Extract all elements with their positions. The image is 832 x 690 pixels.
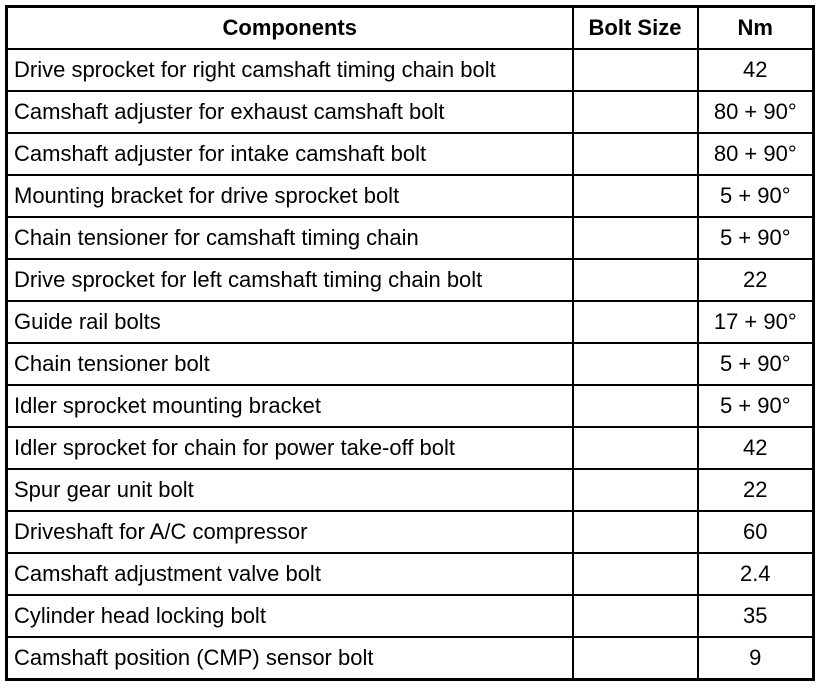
- table-row: [7, 259, 814, 301]
- bolt-size-cell: [573, 301, 698, 343]
- table-row: [7, 511, 814, 553]
- torque-nm-cell: 5 + 90°: [698, 385, 814, 427]
- table-row: [7, 175, 814, 217]
- table-row: [7, 133, 814, 175]
- bolt-size-cell: [573, 49, 698, 91]
- component-cell: Spur gear unit bolt: [7, 469, 573, 511]
- table-row: [7, 49, 814, 91]
- bolt-size-cell: [573, 637, 698, 680]
- header-nm: Nm: [698, 7, 814, 50]
- table-row: [7, 637, 814, 680]
- component-cell: Camshaft position (CMP) sensor bolt: [7, 637, 573, 680]
- torque-nm-cell: 42: [698, 427, 814, 469]
- component-cell: Camshaft adjustment valve bolt: [7, 553, 573, 595]
- torque-nm-cell: 2.4: [698, 553, 814, 595]
- torque-nm-cell: 80 + 90°: [698, 91, 814, 133]
- component-cell: Drive sprocket for right camshaft timing chain bolt: [7, 49, 573, 91]
- table-header: [7, 7, 814, 50]
- table-row: [7, 91, 814, 133]
- torque-nm-cell: 35: [698, 595, 814, 637]
- table-body: [7, 49, 814, 680]
- bolt-size-cell: [573, 469, 698, 511]
- table-row: [7, 595, 814, 637]
- component-cell: Camshaft adjuster for exhaust camshaft bolt: [7, 91, 573, 133]
- component-cell: Mounting bracket for drive sprocket bolt: [7, 175, 573, 217]
- component-cell: Chain tensioner bolt: [7, 343, 573, 385]
- table-row: [7, 343, 814, 385]
- header-row: [7, 7, 814, 50]
- component-cell: Driveshaft for A/C compressor: [7, 511, 573, 553]
- torque-spec-table: [5, 5, 815, 681]
- torque-nm-cell: 5 + 90°: [698, 175, 814, 217]
- torque-nm-cell: 42: [698, 49, 814, 91]
- table-row: [7, 427, 814, 469]
- torque-nm-cell: 17 + 90°: [698, 301, 814, 343]
- bolt-size-cell: [573, 511, 698, 553]
- header-components: Components: [7, 7, 573, 50]
- torque-nm-cell: 22: [698, 469, 814, 511]
- torque-nm-cell: 5 + 90°: [698, 217, 814, 259]
- component-cell: Drive sprocket for left camshaft timing chain bolt: [7, 259, 573, 301]
- component-cell: Chain tensioner for camshaft timing chain: [7, 217, 573, 259]
- bolt-size-cell: [573, 175, 698, 217]
- table-row: [7, 301, 814, 343]
- header-bolt-size: Bolt Size: [573, 7, 698, 50]
- component-cell: Guide rail bolts: [7, 301, 573, 343]
- table-row: [7, 469, 814, 511]
- bolt-size-cell: [573, 91, 698, 133]
- bolt-size-cell: [573, 259, 698, 301]
- bolt-size-cell: [573, 595, 698, 637]
- torque-nm-cell: 60: [698, 511, 814, 553]
- component-cell: Cylinder head locking bolt: [7, 595, 573, 637]
- torque-nm-cell: 22: [698, 259, 814, 301]
- component-cell: Idler sprocket for chain for power take-off bolt: [7, 427, 573, 469]
- bolt-size-cell: [573, 385, 698, 427]
- component-cell: Idler sprocket mounting bracket: [7, 385, 573, 427]
- torque-nm-cell: 80 + 90°: [698, 133, 814, 175]
- table-row: [7, 385, 814, 427]
- bolt-size-cell: [573, 553, 698, 595]
- table-row: [7, 553, 814, 595]
- torque-nm-cell: 5 + 90°: [698, 343, 814, 385]
- bolt-size-cell: [573, 343, 698, 385]
- bolt-size-cell: [573, 427, 698, 469]
- torque-nm-cell: 9: [698, 637, 814, 680]
- bolt-size-cell: [573, 217, 698, 259]
- table-row: [7, 217, 814, 259]
- component-cell: Camshaft adjuster for intake camshaft bolt: [7, 133, 573, 175]
- bolt-size-cell: [573, 133, 698, 175]
